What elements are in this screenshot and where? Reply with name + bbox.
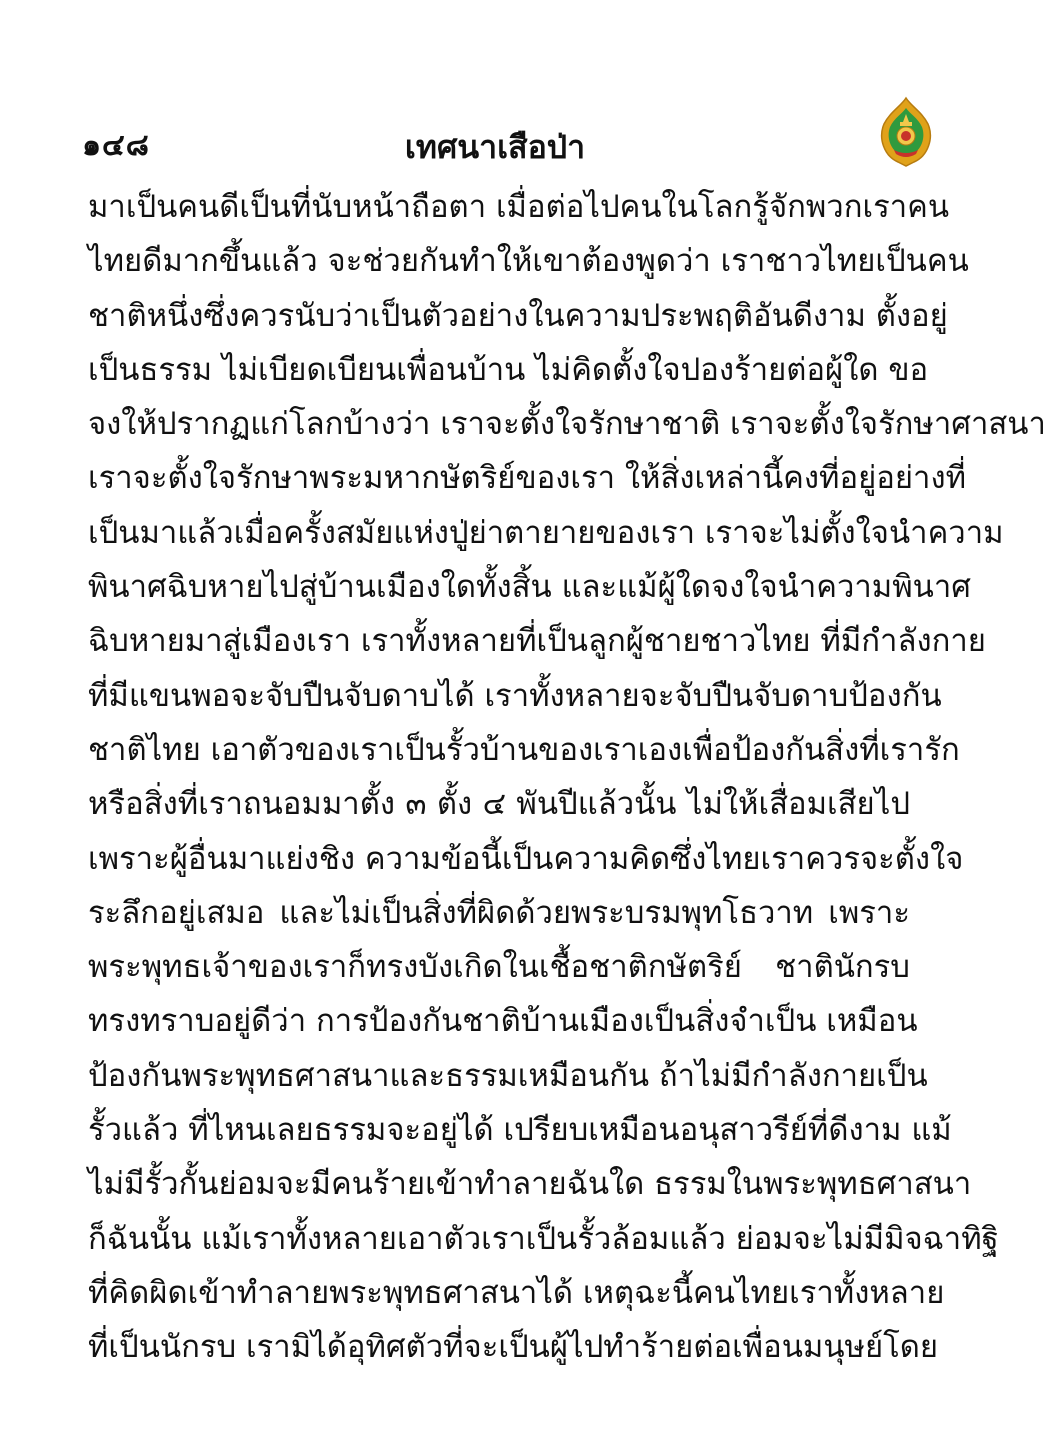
text-line: ไม่มีรั้วกั้นย่อมจะมีคนร้ายเข้าทำลายฉันใด ธรรมในพระพุทธศาสนา	[88, 1166, 972, 1203]
text-line: ชาติไทย เอาตัวของเราเป็นรั้วบ้านของเราเองเพื่อป้องกันสิ่งที่เรารัก	[88, 731, 960, 768]
text-line: ที่มีแขนพอจะจับปืนจับดาบได้ เราทั้งหลายจะจับปืนจับดาบป้องกัน	[88, 677, 942, 714]
text-line: ที่เป็นนักรบ เรามิได้อุทิศตัวที่จะเป็นผู้ไปทำร้ายต่อเพื่อนมนุษย์โดย	[88, 1329, 939, 1366]
text-line: เป็นมาแล้วเมื่อครั้งสมัยแห่งปู่ย่าตายายของเรา เราจะไม่ตั้งใจนำความ	[88, 514, 1004, 551]
page-number: ๑๔๘	[82, 128, 150, 163]
text-line: ก็ฉันนั้น แม้เราทั้งหลายเอาตัวเราเป็นรั้วล้อมแล้ว ย่อมจะไม่มีมิจฉาทิฐิ	[88, 1220, 999, 1257]
text-line: จงให้ปรากฏแก่โลกบ้างว่า เราจะตั้งใจรักษาชาติ เราจะตั้งใจรักษาศาสนา	[88, 406, 1046, 443]
text-line: เพราะผู้อื่นมาแย่งชิง ความข้อนี้เป็นความคิดซึ่งไทยเราควรจะตั้งใจ	[88, 840, 964, 877]
text-line: ป้องกันพระพุทธศาสนาและธรรมเหมือนกัน ถ้าไม่มีกำลังกายเป็น	[88, 1057, 928, 1094]
text-line: ทรงทราบอยู่ดีว่า การป้องกันชาติบ้านเมืองเป็นสิ่งจำเป็น เหมือน	[88, 1003, 918, 1040]
page-header	[0, 0, 990, 180]
text-line: เป็นธรรม ไม่เบียดเบียนเพื่อนบ้าน ไม่คิดตั้งใจปองร้ายต่อผู้ใด ขอ	[88, 351, 929, 388]
text-line: ระลึกอยู่เสมอ และไม่เป็นสิ่งที่ผิดด้วยพระบรมพุทโธวาท เพราะ	[88, 894, 910, 931]
text-line: เราจะตั้งใจรักษาพระมหากษัตริย์ของเรา ให้สิ่งเหล่านี้คงที่อยู่อย่างที่	[88, 460, 967, 497]
text-line: หรือสิ่งที่เราถนอมมาตั้ง ๓ ตั้ง ๔ พันปีแล้วนั้น ไม่ให้เสื่อมเสียไป	[88, 786, 910, 823]
text-line: มาเป็นคนดีเป็นที่นับหน้าถือตา เมื่อต่อไปคนในโลกรู้จักพวกเราคน	[88, 189, 950, 225]
body-text	[88, 180, 1046, 1375]
text-line: พระพุทธเจ้าของเราก็ทรงบังเกิดในเชื้อชาติกษัตริย์ ชาตินักรบ	[88, 949, 910, 986]
text-line: พินาศฉิบหายไปสู่บ้านเมืองใดทั้งสิ้น และแม้ผู้ใดจงใจนำความพินาศ	[88, 569, 971, 606]
running-title: เทศนาเสือป่า	[404, 128, 586, 166]
text-line: ไทยดีมากขึ้นแล้ว จะช่วยกันทำให้เขาต้องพูดว่า เราชาวไทยเป็นคน	[88, 243, 969, 280]
text-line: ชาติหนึ่งซึ่งควรนับว่าเป็นตัวอย่างในความประพฤติอันดีงาม ตั้งอยู่	[88, 297, 948, 334]
text-line: ฉิบหายมาสู่เมืองเรา เราทั้งหลายที่เป็นลูกผู้ชายชาวไทย ที่มีกำลังกาย	[88, 623, 986, 660]
royal-crown-emblem-icon	[878, 96, 934, 168]
text-line: รั้วแล้ว ที่ไหนเลยธรรมจะอยู่ได้ เปรียบเหมือนอนุสาวรีย์ที่ดีงาม แม้	[88, 1112, 952, 1149]
text-line: ที่คิดผิดเข้าทำลายพระพุทธศาสนาได้ เหตุฉะนี้คนไทยเราทั้งหลาย	[88, 1274, 945, 1311]
